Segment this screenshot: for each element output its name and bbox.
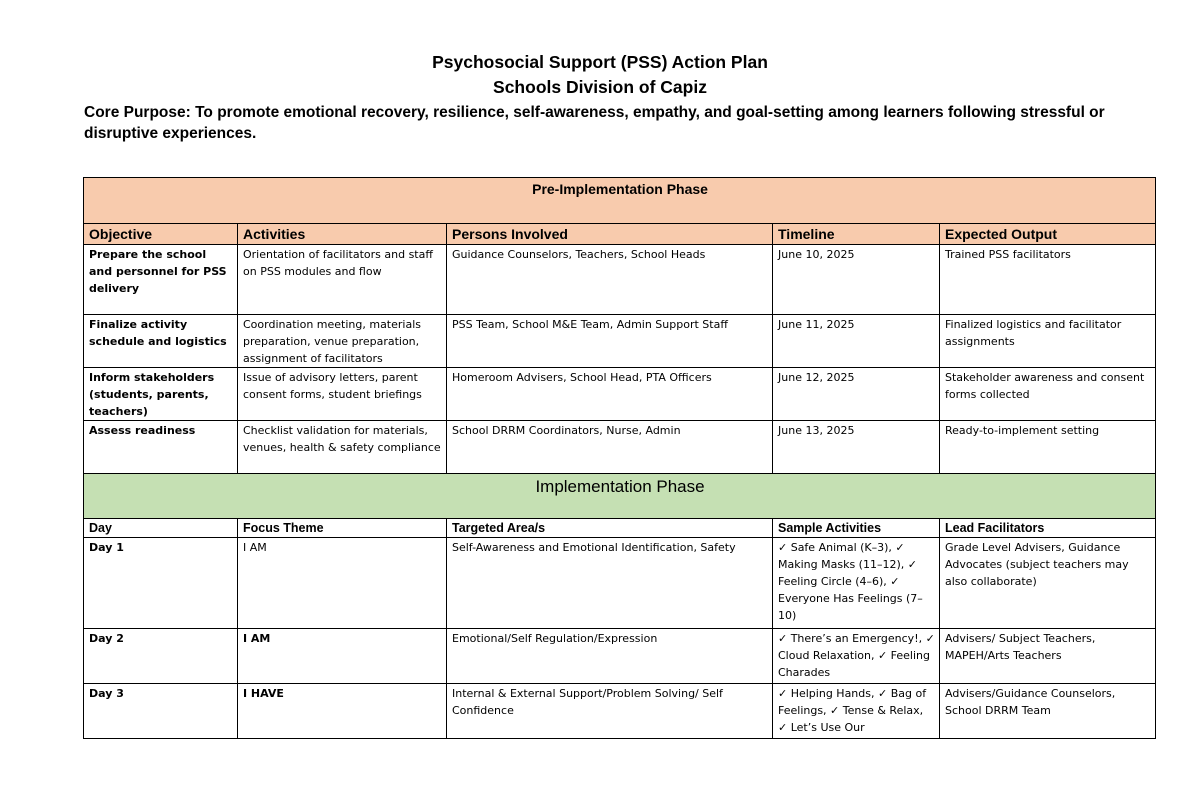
column-header: Sample Activities xyxy=(773,519,940,538)
persons-cell: PSS Team, School M&E Team, Admin Support Staff xyxy=(447,315,773,368)
persons-cell: School DRRM Coordinators, Nurse, Admin xyxy=(447,421,773,474)
column-header: Lead Facilitators xyxy=(940,519,1156,538)
output-cell: Stakeholder awareness and consent forms collected xyxy=(940,368,1156,421)
day-cell: Day 1 xyxy=(84,538,238,629)
column-header: Activities xyxy=(238,224,447,245)
page-title: Psychosocial Support (PSS) Action Plan xyxy=(432,52,768,72)
pre-phase-row xyxy=(84,178,1156,224)
theme-cell: I HAVE xyxy=(238,684,447,739)
facilitators-cell: Advisers/ Subject Teachers, MAPEH/Arts Teachers xyxy=(940,629,1156,684)
target-cell: Internal & External Support/Problem Solving/ Self Confidence xyxy=(447,684,773,739)
pre-header-row xyxy=(84,224,1156,245)
table-row xyxy=(84,684,1156,739)
timeline-cell: June 12, 2025 xyxy=(773,368,940,421)
column-header: Expected Output xyxy=(940,224,1156,245)
objective-cell: Prepare the school and personnel for PSS delivery xyxy=(84,245,238,315)
activities-cell: Orientation of facilitators and staff on PSS modules and flow xyxy=(238,245,447,315)
output-cell: Trained PSS facilitators xyxy=(940,245,1156,315)
target-cell: Self-Awareness and Emotional Identification, Safety xyxy=(447,538,773,629)
output-cell: Finalized logistics and facilitator assignments xyxy=(940,315,1156,368)
facilitators-cell: Advisers/Guidance Counselors, School DRRM Team xyxy=(940,684,1156,739)
theme-cell: I AM xyxy=(238,629,447,684)
theme-cell: I AM xyxy=(238,538,447,629)
page-subtitle: Schools Division of Capiz xyxy=(493,77,707,97)
day-cell: Day 2 xyxy=(84,629,238,684)
table-row xyxy=(84,315,1156,368)
implementation-phase-title: Implementation Phase xyxy=(84,474,1156,519)
column-header: Targeted Area/s xyxy=(447,519,773,538)
activities-cell: ✓ There’s an Emergency!, ✓ Cloud Relaxation, ✓ Feeling Charades xyxy=(773,629,940,684)
objective-cell: Inform stakeholders (students, parents, teachers) xyxy=(84,368,238,421)
column-header: Persons Involved xyxy=(447,224,773,245)
activities-cell: ✓ Helping Hands, ✓ Bag of Feelings, ✓ Tense & Relax, ✓ Let’s Use Our xyxy=(773,684,940,739)
pre-phase-title: Pre-Implementation Phase xyxy=(84,178,1156,224)
persons-cell: Homeroom Advisers, School Head, PTA Officers xyxy=(447,368,773,421)
core-purpose: Core Purpose: To promote emotional recovery, resilience, self-awareness, empathy, and goal-setting among learners following stressful or disruptive experiences. xyxy=(84,104,1105,142)
implementation-phase-row xyxy=(84,474,1156,519)
table-row xyxy=(84,245,1156,315)
timeline-cell: June 13, 2025 xyxy=(773,421,940,474)
facilitators-cell: Grade Level Advisers, Guidance Advocates (subject teachers may also collaborate) xyxy=(940,538,1156,629)
objective-cell: Assess readiness xyxy=(84,421,238,474)
table-row xyxy=(84,421,1156,474)
timeline-cell: June 10, 2025 xyxy=(773,245,940,315)
objective-cell: Finalize activity schedule and logistics xyxy=(84,315,238,368)
persons-cell: Guidance Counselors, Teachers, School Heads xyxy=(447,245,773,315)
output-cell: Ready-to-implement setting xyxy=(940,421,1156,474)
table-row xyxy=(84,368,1156,421)
activities-cell: Checklist validation for materials, venues, health & safety compliance xyxy=(238,421,447,474)
table-row xyxy=(84,629,1156,684)
column-header: Day xyxy=(84,519,238,538)
activities-cell: Coordination meeting, materials preparation, venue preparation, assignment of facilitators xyxy=(238,315,447,368)
column-header: Timeline xyxy=(773,224,940,245)
implementation-header-row xyxy=(84,519,1156,538)
timeline-cell: June 11, 2025 xyxy=(773,315,940,368)
target-cell: Emotional/Self Regulation/Expression xyxy=(447,629,773,684)
day-cell: Day 3 xyxy=(84,684,238,739)
activities-cell: Issue of advisory letters, parent consent forms, student briefings xyxy=(238,368,447,421)
column-header: Objective xyxy=(84,224,238,245)
activities-cell: ✓ Safe Animal (K–3), ✓ Making Masks (11–12), ✓ Feeling Circle (4–6), ✓ Everyone Has Feelings (7–10) xyxy=(773,538,940,629)
column-header: Focus Theme xyxy=(238,519,447,538)
table-row xyxy=(84,538,1156,629)
action-plan-table xyxy=(83,177,1156,739)
